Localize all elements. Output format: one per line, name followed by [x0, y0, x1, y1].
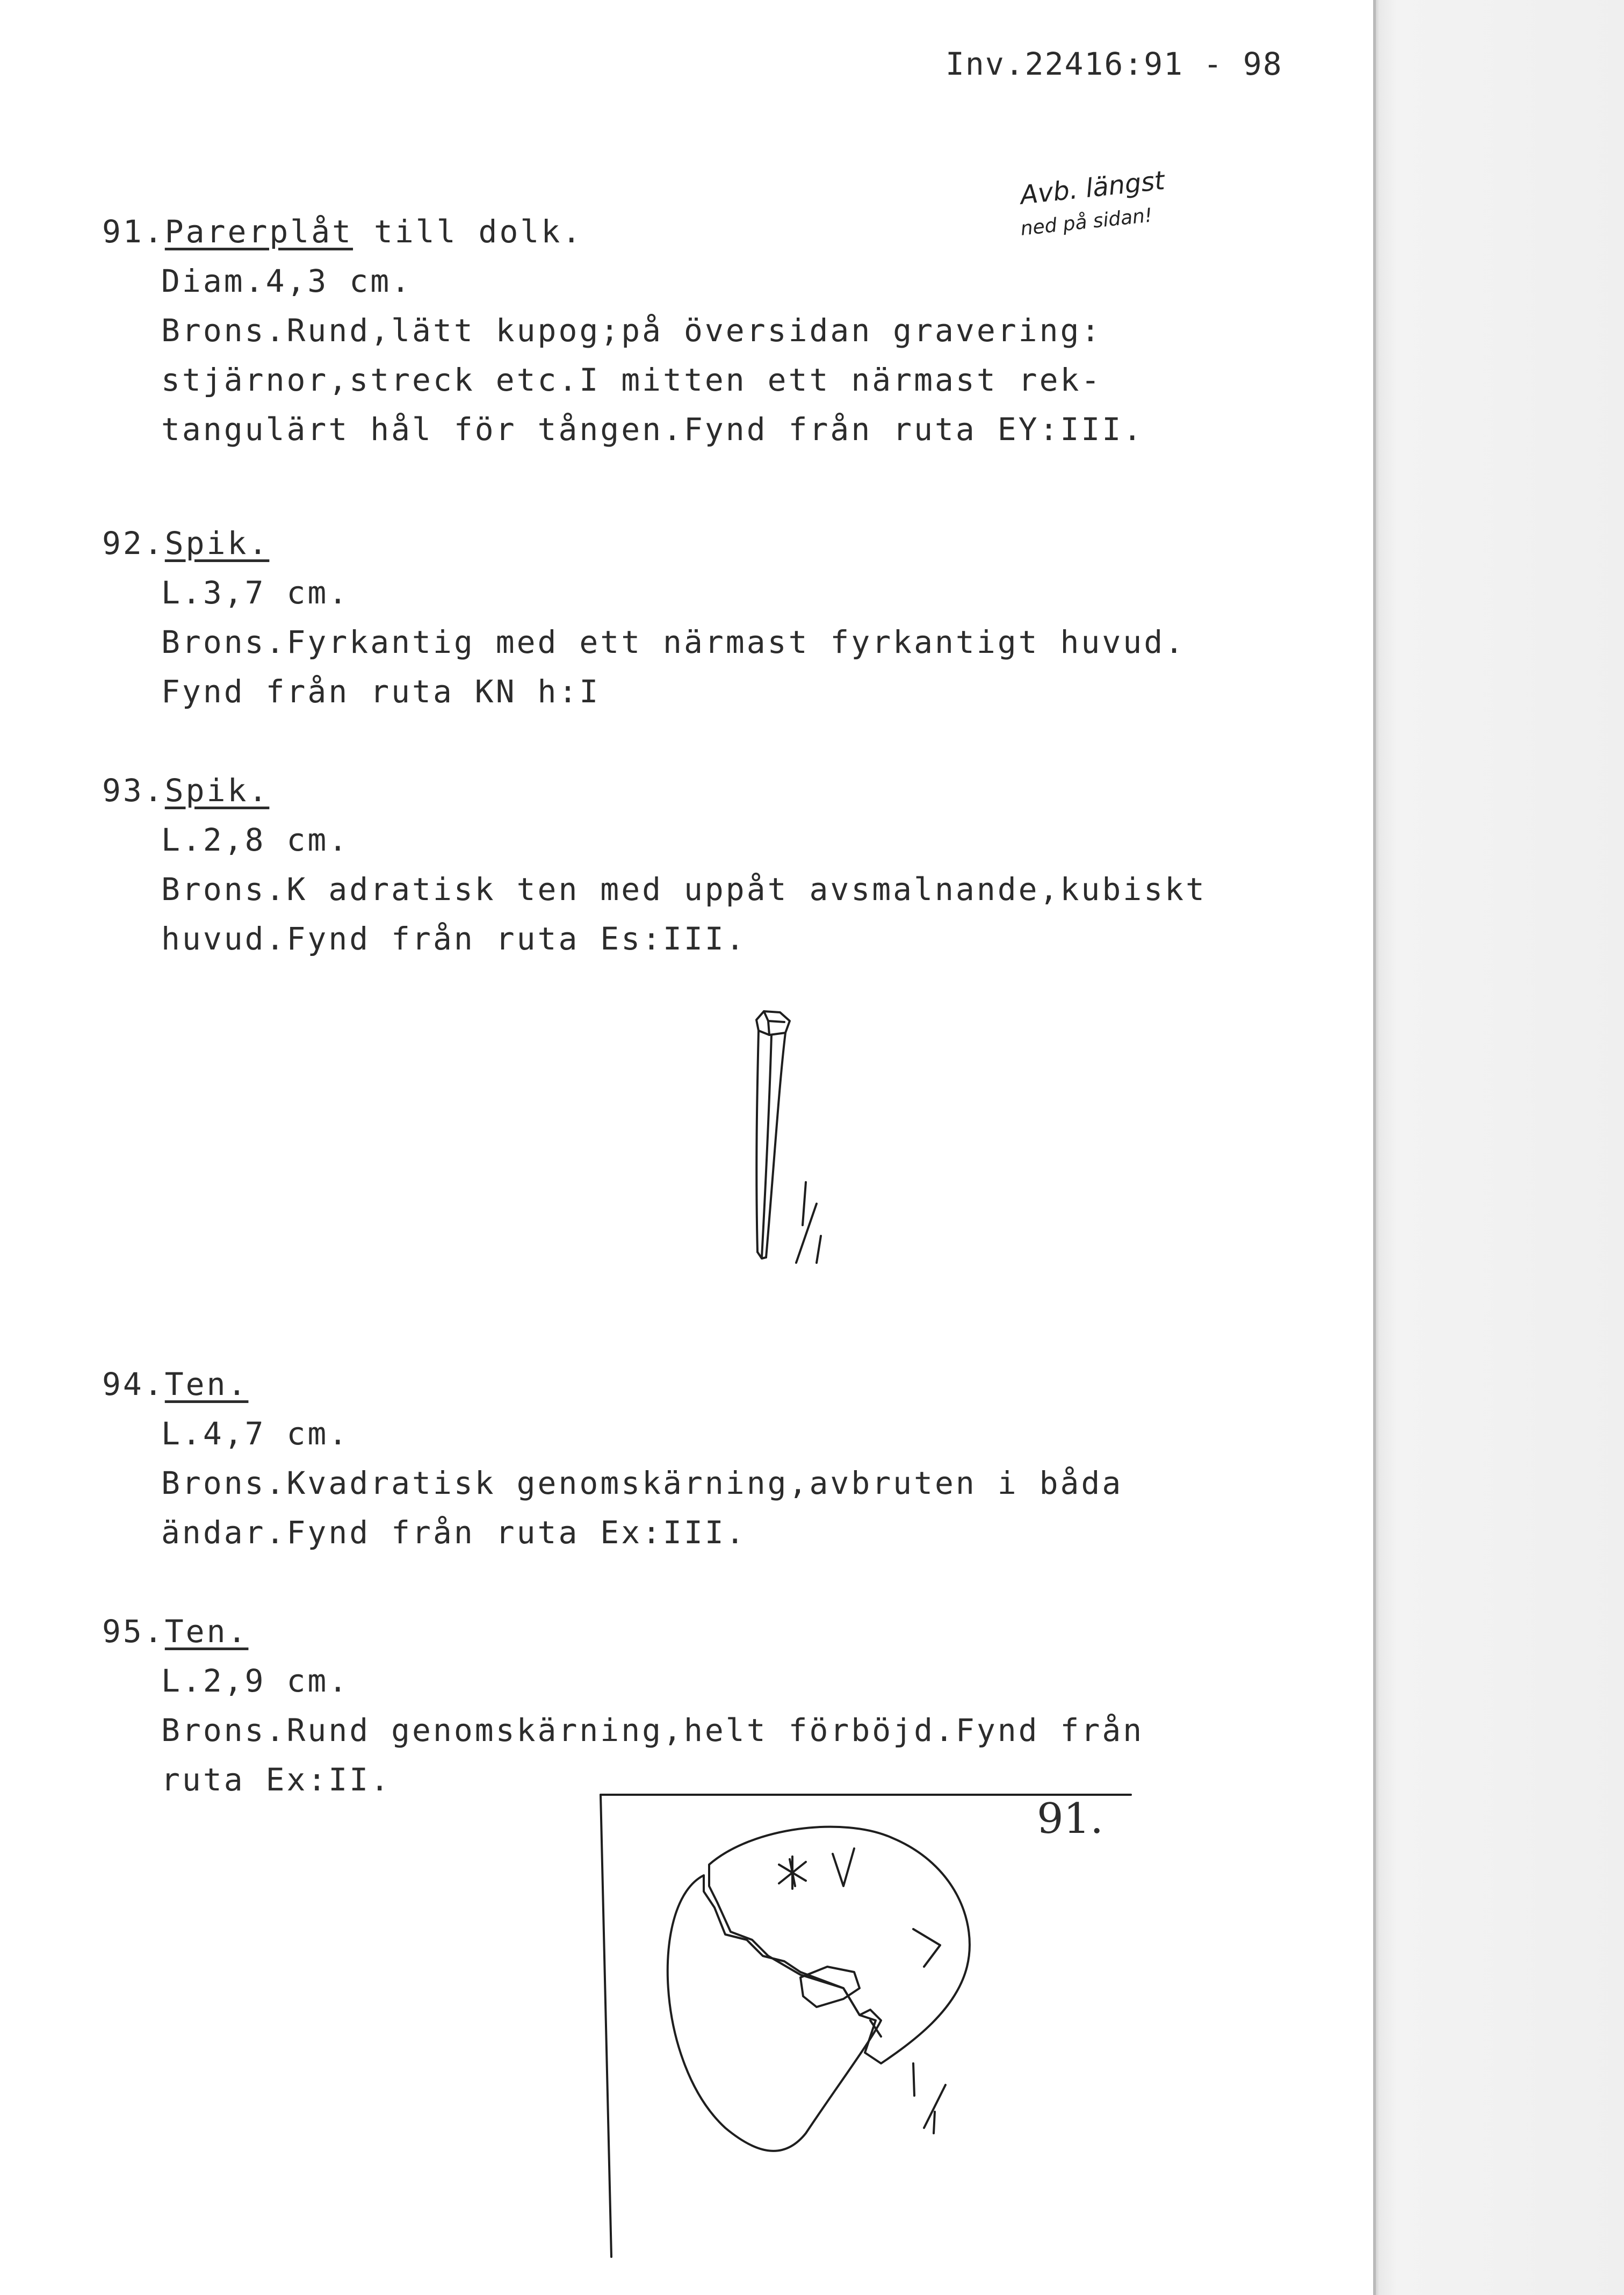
entry-title: Spik.: [164, 772, 270, 809]
entry-heading: [102, 766, 1207, 815]
nail-scale-mark: [796, 1182, 821, 1263]
entry-line: stjärnor,streck etc.I mitten ett närmast rek-: [161, 362, 1102, 398]
entry-line: Brons.Fyrkantig med ett närmast fyrkantigt huvud.: [161, 624, 1186, 660]
plate-upper-fragment: [709, 1827, 970, 2063]
nail-head-edge: [768, 1021, 769, 1035]
nail-shank-mid: [762, 1035, 771, 1257]
entry-title-rest: till dolk.: [353, 213, 583, 250]
handwritten-note-line1: Avb. längst: [1019, 165, 1166, 211]
entry-heading: [102, 1359, 1123, 1409]
engraved-stroke: [833, 1848, 854, 1886]
entry-line: Fynd från ruta KN h:I: [161, 673, 601, 710]
entry-title: Ten.: [164, 1366, 249, 1402]
scan-edge-shadow: [1373, 0, 1376, 2295]
scan-page-edge: [1375, 0, 1624, 2295]
entry-line: Diam.4,3 cm.: [161, 263, 413, 299]
entry-line: Brons.K adratisk ten med uppåt avsmalnande,kubiskt: [161, 871, 1207, 908]
entry-line: Brons.Rund genomskärning,helt förböjd.Fynd från: [161, 1712, 1144, 1749]
nail-shank-right: [766, 1033, 785, 1257]
nail-shank-left: [756, 1031, 759, 1252]
entry-line: Brons.Kvadratisk genomskärning,avbruten i båda: [161, 1465, 1123, 1501]
drawing-frame-left: [601, 1795, 611, 2257]
entry-number: 94.: [102, 1366, 165, 1402]
plate-scale-mark: [913, 2063, 945, 2133]
entry-number: 95.: [102, 1613, 165, 1650]
plate-lower-fragment: [668, 1875, 881, 2151]
entry-number: 91.: [102, 213, 165, 250]
entry-line: ändar.Fynd från ruta Ex:III.: [161, 1514, 747, 1551]
entry-line: L.3,7 cm.: [161, 574, 350, 611]
entry-title: Spik.: [164, 525, 270, 562]
catalog-entry-94: [102, 1359, 1123, 1557]
entry-line: tangulärt hål för tången.Fynd från ruta EY:III.: [161, 411, 1144, 448]
entry-line: L.2,9 cm.: [161, 1663, 350, 1699]
nail-drawing: [736, 999, 854, 1274]
entry-number: 93.: [102, 772, 165, 809]
nail-head-outline: [756, 1011, 790, 1035]
inventory-number: Inv.22416:91 - 98: [945, 46, 1283, 82]
engraved-star: [779, 1857, 806, 1889]
catalog-entry-93: [102, 766, 1207, 963]
catalog-entry-92: [102, 519, 1186, 716]
entry-line: L.4,7 cm.: [161, 1415, 350, 1452]
handwritten-note-line2: ned på sidan!: [1019, 204, 1154, 240]
entry-line: L.2,8 cm.: [161, 822, 350, 858]
entry-title: Parerplåt: [164, 213, 353, 250]
catalog-entry-95: [102, 1607, 1144, 1804]
entry-heading: [102, 519, 1186, 568]
engraved-chevron: [913, 1929, 940, 1967]
entry-title: Ten.: [164, 1613, 249, 1650]
entry-heading: [102, 207, 1144, 256]
plate-figure-label: 91.: [1037, 1795, 1104, 1843]
entry-line: ruta Ex:II.: [161, 1761, 392, 1798]
catalog-entry-91: [102, 207, 1144, 454]
entry-number: 92.: [102, 525, 165, 562]
entry-heading: [102, 1607, 1144, 1656]
entry-line: huvud.Fynd från ruta Es:III.: [161, 920, 747, 957]
entry-line: Brons.Rund,lätt kupog;på översidan gravering:: [161, 312, 1102, 349]
guard-plate-drawing: [591, 1784, 1150, 2268]
